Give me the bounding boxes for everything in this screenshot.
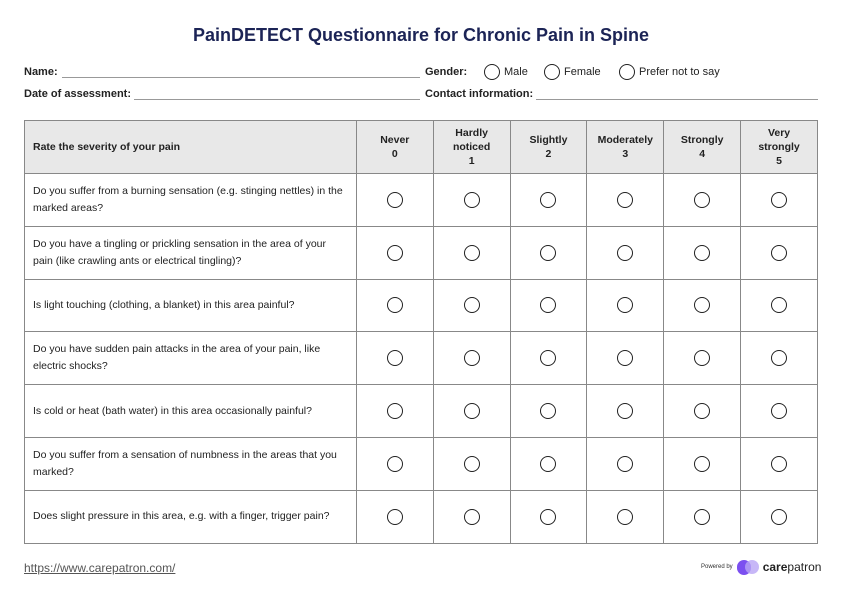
rating-cell (664, 226, 741, 279)
rating-radio[interactable] (694, 192, 710, 208)
rating-radio[interactable] (694, 456, 710, 472)
column-header (356, 121, 433, 174)
brand-bold: care (762, 560, 788, 574)
table-header-question: Rate the severity of your pain (25, 121, 357, 174)
table-row (25, 437, 818, 490)
rating-cell (356, 279, 433, 332)
rating-radio[interactable] (464, 403, 480, 419)
rating-radio[interactable] (694, 350, 710, 366)
rating-cell (510, 226, 587, 279)
rating-cell (587, 385, 664, 438)
rating-cell (741, 437, 818, 490)
rating-cell (664, 385, 741, 438)
column-header-line: Hardly (455, 127, 488, 139)
gender-prefer-not[interactable] (619, 64, 720, 80)
name-label: Name: (24, 66, 58, 78)
rating-radio[interactable] (387, 509, 403, 525)
column-header-line: noticed (452, 141, 491, 153)
gender-prefer-not-label: Prefer not to say (639, 66, 720, 78)
rating-radio[interactable] (540, 245, 556, 261)
rating-cell (664, 332, 741, 385)
rating-cell (510, 490, 587, 543)
rating-radio[interactable] (387, 192, 403, 208)
rating-radio[interactable] (387, 350, 403, 366)
rating-radio[interactable] (617, 350, 633, 366)
gender-male-label: Male (504, 66, 528, 78)
column-header-line: Strongly (680, 134, 724, 146)
rating-cell (433, 437, 510, 490)
rating-cell (587, 437, 664, 490)
rating-radio[interactable] (540, 350, 556, 366)
rating-cell (433, 174, 510, 227)
rating-radio[interactable] (464, 350, 480, 366)
website-link[interactable]: https://www.carepatron.com/ (24, 561, 176, 575)
carepatron-brand (701, 559, 821, 575)
question-text: Do you have sudden pain attacks in the area of your pain, like electric shocks? (25, 332, 357, 385)
question-text: Is light touching (clothing, a blanket) in this area painful? (25, 279, 357, 332)
rating-radio[interactable] (540, 509, 556, 525)
rating-cell (587, 490, 664, 543)
rating-cell (510, 174, 587, 227)
question-text: Do you suffer from a burning sensation (e.g. stinging nettles) in the marked areas? (25, 174, 357, 227)
rating-radio[interactable] (771, 350, 787, 366)
contact-label: Contact information: (425, 88, 534, 100)
rating-radio[interactable] (771, 403, 787, 419)
rating-radio[interactable] (540, 403, 556, 419)
gender-label: Gender: (425, 66, 468, 78)
rating-radio[interactable] (771, 509, 787, 525)
rating-cell (587, 332, 664, 385)
column-header-line: Moderately (597, 134, 654, 146)
column-header-line: Very (767, 127, 791, 139)
rating-radio[interactable] (464, 192, 480, 208)
rating-cell (433, 490, 510, 543)
column-header (433, 121, 510, 174)
column-header (587, 121, 664, 174)
rating-cell (587, 279, 664, 332)
rating-cell (664, 174, 741, 227)
rating-cell (356, 226, 433, 279)
rating-cell (741, 279, 818, 332)
gender-female-label: Female (564, 66, 601, 78)
contact-field[interactable] (536, 99, 818, 100)
rating-radio[interactable] (540, 297, 556, 313)
column-header-line: strongly (758, 141, 800, 153)
rating-radio[interactable] (387, 297, 403, 313)
page-title: PainDETECT Questionnaire for Chronic Pain in Spine (192, 25, 650, 45)
rating-radio[interactable] (464, 245, 480, 261)
gender-female[interactable] (544, 64, 601, 80)
rating-cell (741, 226, 818, 279)
brand-rest: patron (787, 560, 822, 574)
rating-radio[interactable] (464, 509, 480, 525)
rating-cell (510, 437, 587, 490)
rating-radio[interactable] (771, 192, 787, 208)
rating-radio[interactable] (387, 456, 403, 472)
rating-cell (433, 385, 510, 438)
gender-male[interactable] (484, 64, 528, 80)
pain-severity-table (24, 120, 818, 544)
rating-radio[interactable] (694, 245, 710, 261)
column-header-line: 5 (776, 155, 782, 167)
column-header-line: 2 (545, 148, 552, 160)
date-field[interactable] (134, 99, 420, 100)
column-header (510, 121, 587, 174)
rating-cell (741, 332, 818, 385)
rating-radio[interactable] (771, 456, 787, 472)
carepatron-logo-icon (737, 559, 759, 575)
rating-cell (741, 385, 818, 438)
table-row (25, 490, 818, 543)
rating-radio[interactable] (617, 456, 633, 472)
rating-radio[interactable] (387, 403, 403, 419)
rating-cell (356, 174, 433, 227)
rating-cell (664, 490, 741, 543)
rating-radio[interactable] (694, 297, 710, 313)
rating-radio[interactable] (617, 403, 633, 419)
rating-cell (433, 279, 510, 332)
column-header-line: Slightly (529, 134, 568, 146)
rating-cell (356, 385, 433, 438)
question-text: Do you suffer from a sensation of numbness in the areas that you marked? (25, 437, 357, 490)
rating-radio[interactable] (694, 509, 710, 525)
column-header (741, 121, 818, 174)
question-text: Does slight pressure in this area, e.g. with a finger, trigger pain? (25, 490, 357, 543)
table-row (25, 385, 818, 438)
rating-radio[interactable] (387, 245, 403, 261)
question-text: Is cold or heat (bath water) in this area occasionally painful? (25, 385, 357, 438)
rating-cell (510, 279, 587, 332)
rating-cell (510, 332, 587, 385)
rating-radio[interactable] (617, 297, 633, 313)
rating-cell (587, 174, 664, 227)
name-field[interactable] (62, 77, 420, 78)
rating-radio[interactable] (464, 297, 480, 313)
rating-cell (587, 226, 664, 279)
rating-cell (741, 490, 818, 543)
powered-by: Powered by (701, 564, 733, 570)
rating-radio[interactable] (540, 456, 556, 472)
rating-cell (356, 332, 433, 385)
column-header-line: 1 (468, 155, 475, 167)
date-label: Date of assessment: (24, 88, 131, 100)
rating-radio[interactable] (540, 192, 556, 208)
column-header-line: 4 (699, 148, 706, 160)
table-row (25, 332, 818, 385)
table-row (25, 174, 818, 227)
column-header-line: 0 (391, 148, 398, 160)
rating-radio[interactable] (464, 456, 480, 472)
rating-radio[interactable] (617, 509, 633, 525)
question-text: Do you have a tingling or prickling sensation in the area of your pain (like crawling ants or electrical tingling)? (25, 226, 357, 279)
rating-radio[interactable] (617, 192, 633, 208)
rating-radio[interactable] (771, 297, 787, 313)
rating-cell (356, 437, 433, 490)
rating-radio[interactable] (694, 403, 710, 419)
rating-cell (664, 279, 741, 332)
rating-radio[interactable] (771, 245, 787, 261)
table-row (25, 279, 818, 332)
rating-radio[interactable] (617, 245, 633, 261)
rating-cell (510, 385, 587, 438)
column-header-line: 3 (622, 148, 629, 160)
table-row (25, 226, 818, 279)
rating-cell (356, 490, 433, 543)
column-header-line: Never (380, 134, 410, 146)
column-header (664, 121, 741, 174)
rating-cell (433, 332, 510, 385)
rating-cell (433, 226, 510, 279)
rating-cell (664, 437, 741, 490)
rating-cell (741, 174, 818, 227)
